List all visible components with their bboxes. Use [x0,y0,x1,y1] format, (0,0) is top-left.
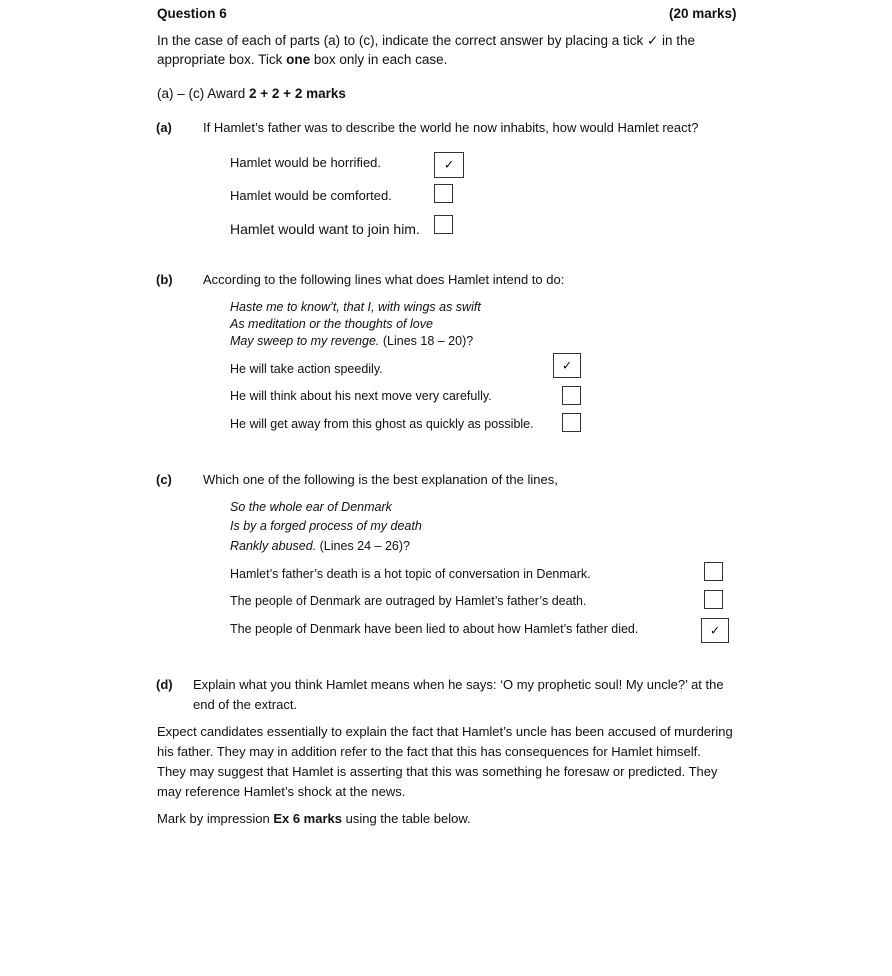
part-b-question: According to the following lines what does Hamlet intend to do: [203,272,565,287]
part-b-quote-line-1: Haste me to know’t, that I, with wings as swift [230,300,481,314]
part-b-checkbox-3[interactable] [562,413,581,432]
part-c-quote-line-2: Is by a forged process of my death [230,519,422,533]
part-c-question: Which one of the following is the best explanation of the lines, [203,472,558,487]
part-c-quote-line-3: Rankly abused. (Lines 24 – 26)? [230,539,410,553]
part-b-checkbox-1[interactable] [553,353,581,378]
part-d-label: (d) [156,677,173,692]
part-d-question-line-2: end of the extract. [193,697,298,712]
part-a-option-3: Hamlet would want to join him. [230,221,420,237]
part-b-quote-line-2: As meditation or the thoughts of love [230,317,433,331]
mark-instruction: Mark by impression Ex 6 marks using the table below. [157,811,471,826]
part-b-checkbox-2[interactable] [562,386,581,405]
part-a-checkbox-3[interactable] [434,215,453,234]
part-c-checkbox-1[interactable] [704,562,723,581]
part-b-quote-line-3: May sweep to my revenge. (Lines 18 – 20)? [230,334,474,348]
award-line: (a) – (c) Award 2 + 2 + 2 marks [157,86,346,101]
tick-icon: ✓ [709,623,721,638]
guidance-line-4: may reference Hamlet’s shock at the news. [157,784,406,799]
tick-icon: ✓ [443,157,455,172]
part-d-question-line-1: Explain what you think Hamlet means when he says: ‘O my prophetic soul! My uncle?’ at the [193,677,724,692]
tick-icon: ✓ [561,358,573,373]
part-a-checkbox-1[interactable] [434,152,464,178]
instruction-line-2: appropriate box. Tick one box only in each case. [157,52,448,67]
part-b-label: (b) [156,272,173,287]
part-c-checkbox-2[interactable] [704,590,723,609]
part-a-label: (a) [156,120,172,135]
part-b-option-3: He will get away from this ghost as quickly as possible. [230,417,534,431]
part-a-checkbox-2[interactable] [434,184,453,203]
part-a-option-1: Hamlet would be horrified. [230,155,382,170]
question-marks: (20 marks) [669,6,737,21]
part-a-question: If Hamlet’s father was to describe the world he now inhabits, how would Hamlet react? [203,120,699,135]
part-c-option-3: The people of Denmark have been lied to about how Hamlet’s father died. [230,622,639,636]
part-b-option-1: He will take action speedily. [230,362,383,376]
part-c-option-2: The people of Denmark are outraged by Hamlet’s father’s death. [230,594,587,608]
guidance-line-1: Expect candidates essentially to explain the fact that Hamlet’s uncle has been accused of murdering [157,724,733,739]
part-c-checkbox-3[interactable] [701,618,729,643]
part-a-option-2: Hamlet would be comforted. [230,188,392,203]
part-c-label: (c) [156,472,172,487]
part-c-quote-line-1: So the whole ear of Denmark [230,500,392,514]
question-title: Question 6 [157,6,227,21]
guidance-line-3: They may suggest that Hamlet is asserting that this was something he foresaw or predicted. They [157,764,718,779]
part-c-option-1: Hamlet’s father’s death is a hot topic of conversation in Denmark. [230,567,591,581]
guidance-line-2: his father. They may in addition refer to the fact that this has consequences for Hamlet himself. [157,744,701,759]
part-b-option-2: He will think about his next move very carefully. [230,389,492,403]
instruction-line-1: In the case of each of parts (a) to (c), indicate the correct answer by placing a tick ✓ in the [157,33,696,48]
